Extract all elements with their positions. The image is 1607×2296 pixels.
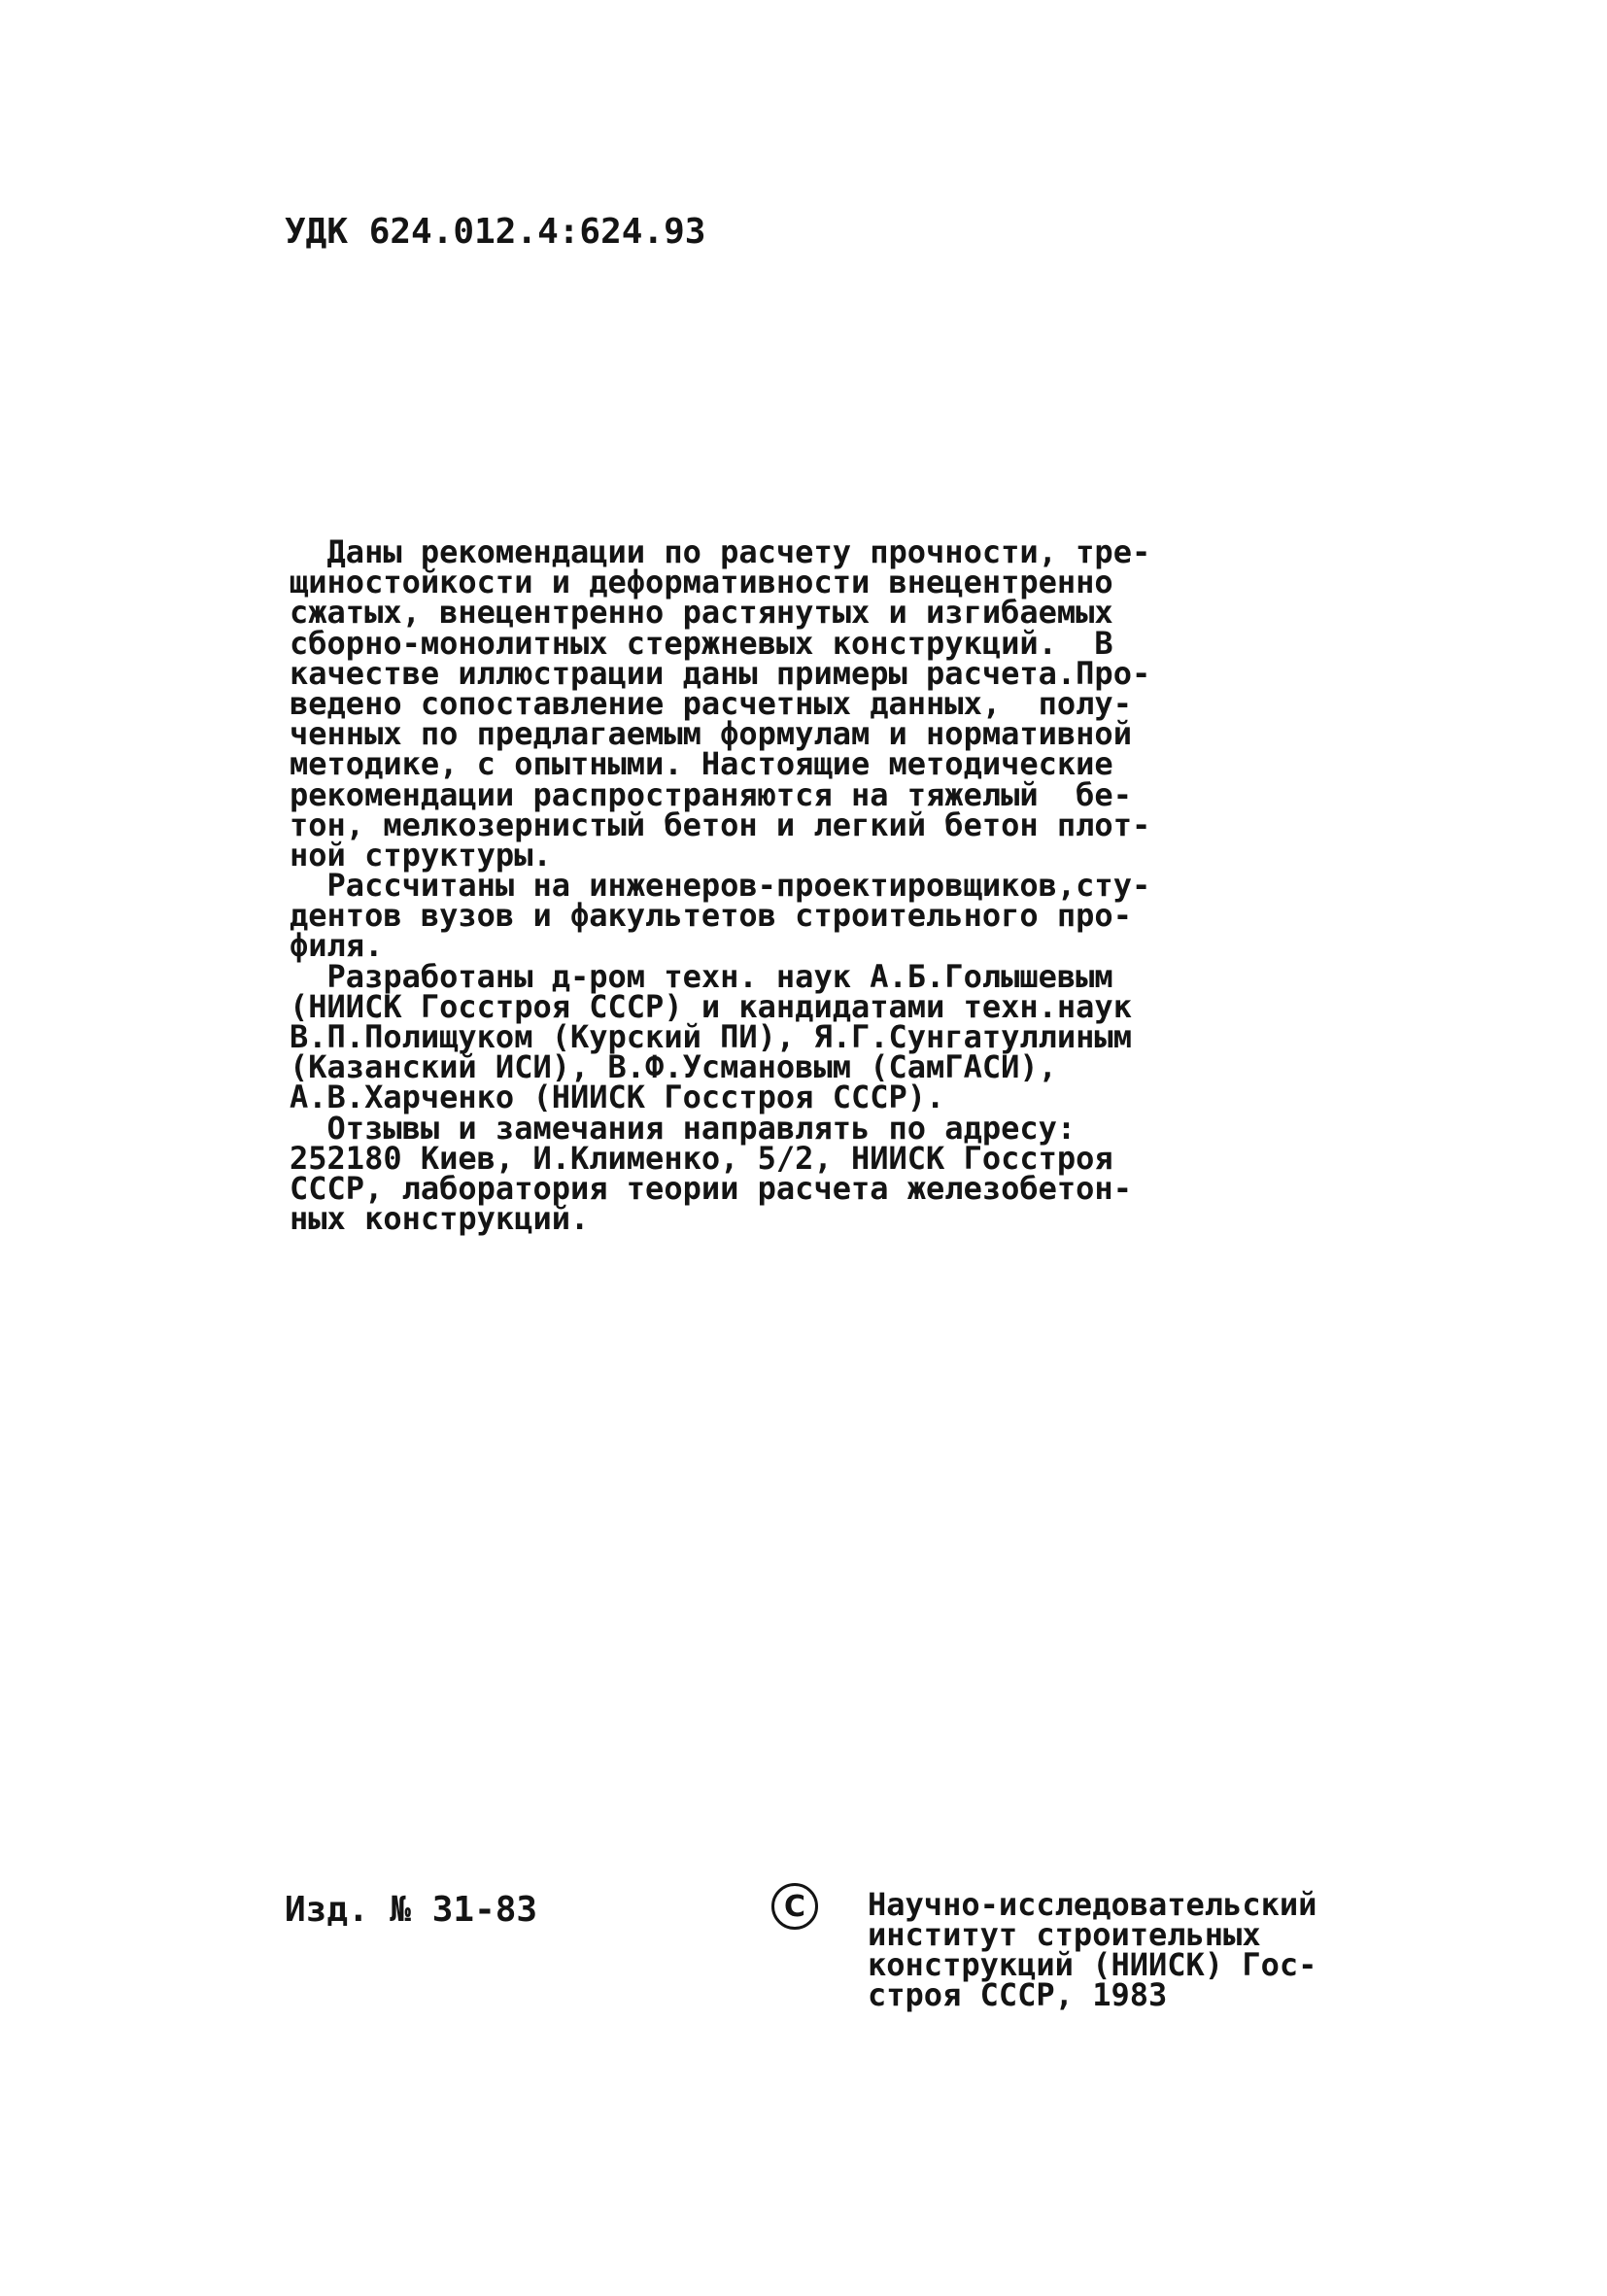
abstract-line: ных конструкций. <box>290 1200 590 1238</box>
copyright-icon: C <box>771 1883 818 1930</box>
abstract-line: (Казанский ИСИ), В.Ф.Усмановым (СамГАСИ), <box>290 1048 1057 1086</box>
abstract-line: сборно-монолитных стержневых конструкций. В <box>290 624 1113 662</box>
abstract-line: 252180 Киев, И.Клименко, 5/2, НИИСК Госстроя <box>290 1139 1113 1177</box>
abstract-line: рекомендации распространяются на тяжелый бе- <box>290 775 1132 813</box>
abstract-line: щиностойкости и деформативности внецентренно <box>290 564 1113 601</box>
abstract-line: Даны рекомендации по расчету прочности, тре- <box>290 533 1151 570</box>
publication-number: Изд. № 31-83 <box>285 1890 538 1930</box>
udc-code: УДК 624.012.4:624.93 <box>285 212 706 252</box>
abstract-line: качестве иллюстрации даны примеры расчета.Про- <box>290 654 1151 692</box>
abstract-line: СССР, лаборатория теории расчета железобетон- <box>290 1169 1132 1207</box>
abstract-line: методике, с опытными. Настоящие методические <box>290 745 1113 783</box>
abstract-line: В.П.Полищуком (Курский ПИ), Я.Г.Сунгатуллиным <box>290 1018 1132 1055</box>
abstract-line: ной структуры. <box>290 836 552 874</box>
abstract-text <box>290 533 1222 1238</box>
abstract-line: Разработаны д-ром техн. наук А.Б.Голышевым <box>290 957 1113 995</box>
publisher-line: институт строительных <box>868 1916 1261 1953</box>
abstract-line: Отзывы и замечания направлять по адресу: <box>290 1109 1077 1147</box>
abstract-line: Рассчитаны на инженеров-проектировщиков,сту- <box>290 867 1151 905</box>
publisher-line: строя СССР, 1983 <box>868 1976 1168 2013</box>
abstract-line: ченных по предлагаемым формулам и нормативной <box>290 715 1132 753</box>
abstract-line: (НИИСК Госстроя СССР) и кандидатами техн.наук <box>290 987 1132 1025</box>
publisher-line: конструкций (НИИСК) Гос- <box>868 1946 1317 1983</box>
abstract-line: тон, мелкозернистый бетон и легкий бетон плот- <box>290 805 1151 843</box>
abstract-line: филя. <box>290 927 384 965</box>
abstract-line: А.В.Харченко (НИИСК Госстроя СССР). <box>290 1079 945 1116</box>
abstract-line: ведено сопоставление расчетных данных, полу- <box>290 684 1132 722</box>
publisher-line: Научно-исследовательский <box>868 1886 1317 1923</box>
abstract-line: сжатых, внецентренно растянутых и изгибаемых <box>290 594 1113 632</box>
publisher-block <box>868 1886 1373 2013</box>
abstract-line: дентов вузов и факультетов строительного про- <box>290 897 1132 935</box>
